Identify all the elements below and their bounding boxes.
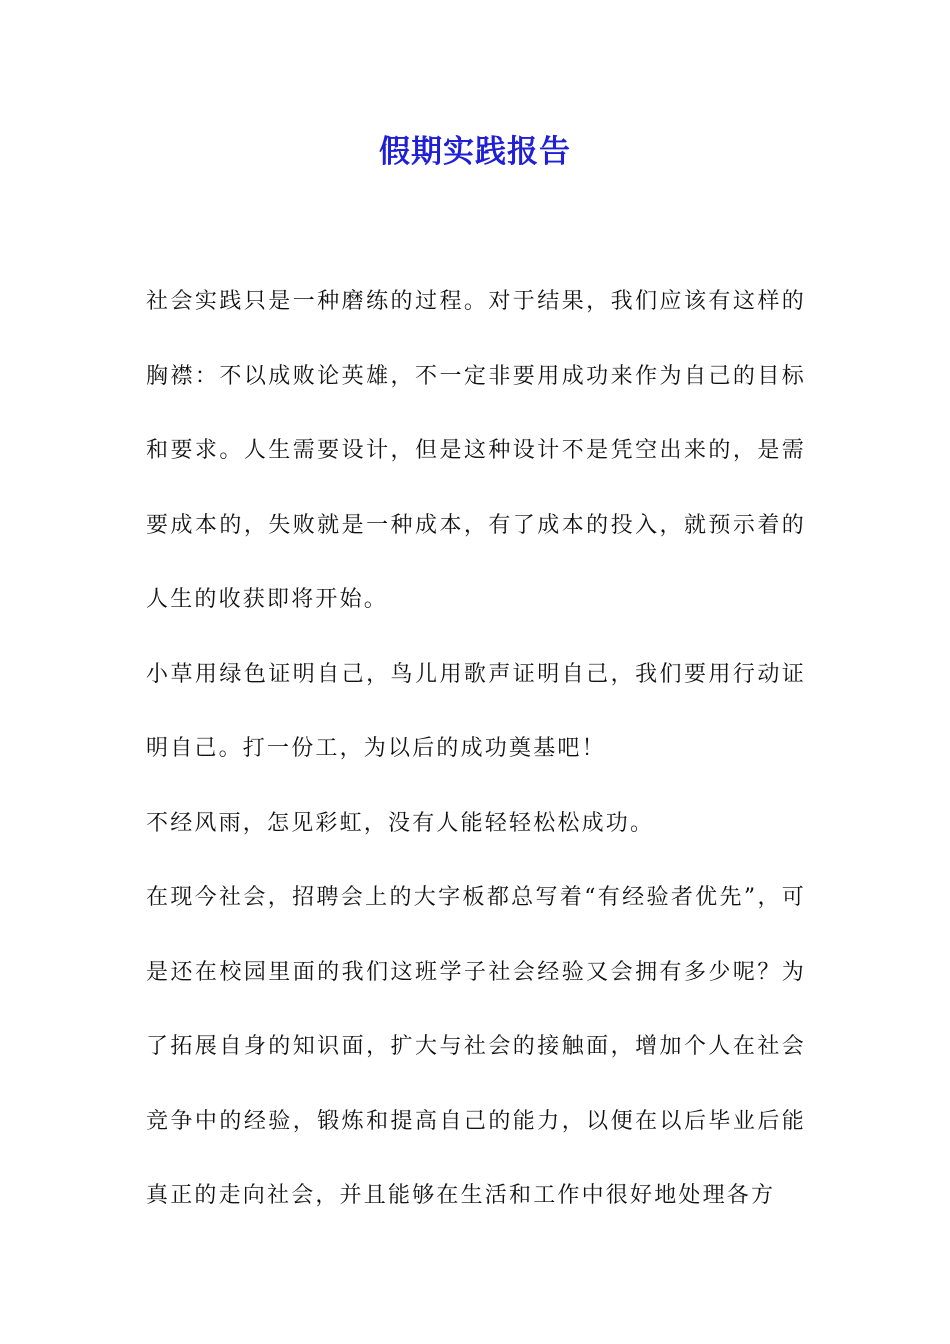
paragraph-4: 在现今社会，招聘会上的大字板都总写着“有经验者优先”，可是还在校园里面的我们这班学子社会经验又会拥有多少呢？为了拓展自身的知识面，扩大与社会的接触面，增加个人在社会竞争中的经验，锻炼和提高自己的能力，以便在以后毕业后能真正的走向社会，并且能够在生活和工作中很好地处理各方 (146, 885, 806, 1208)
paragraph-1: 社会实践只是一种磨练的过程。对于结果，我们应该有这样的胸襟：不以成败论英雄，不一定非要用成功来作为自己的目标和要求。人生需要设计，但是这种设计不是凭空出来的，是需要成本的，失败就是一种成本，有了成本的投入，就预示着的人生的收获即将开始。 (146, 289, 806, 612)
document-title: 假期实践报告 (379, 134, 571, 170)
paragraph-3: 不经风雨，怎见彩虹，没有人能轻轻松松成功。 (146, 810, 655, 836)
document-body (146, 265, 806, 1234)
paragraph-2: 小草用绿色证明自己，鸟儿用歌声证明自己，我们要用行动证明自己。打一份工，为以后的成功奠基吧！ (146, 661, 806, 761)
